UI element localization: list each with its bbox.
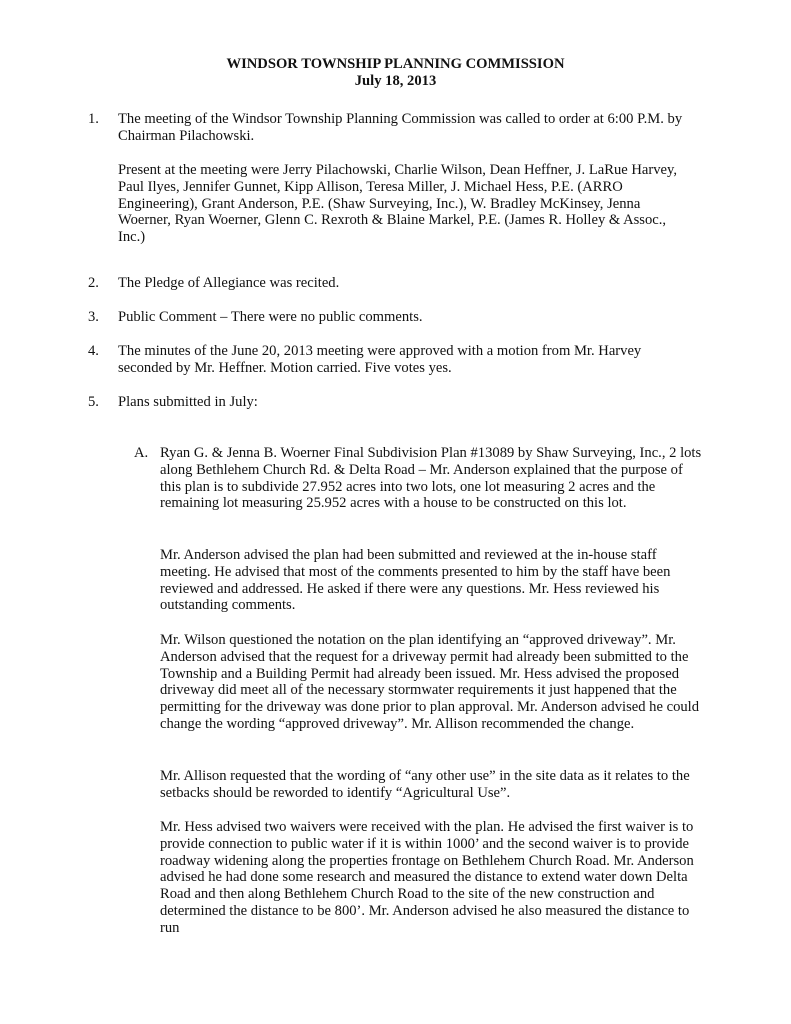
attendees-text: Present at the meeting were Jerry Pilachowski, Charlie Wilson, Dean Heffner, J. LaRue Harvey, Paul Ilyes, Jennifer Gunnet, Kipp Allison, Teresa Miller, J. Michael Hess, P.E. (ARRO Engineering), Grant Anderson, P.E. (Shaw Surveying, Inc.), W. Bradley McKinsey, Jenna Woerner, Ryan Woerner, Glenn C. Rexroth & Blaine Markel, P.E. (James R. Holley & Assoc., Inc.): [118, 162, 678, 246]
item-number: 3.: [88, 309, 99, 325]
plan-description-text: Ryan G. & Jenna B. Woerner Final Subdivision Plan #13089 by Shaw Surveying, Inc., 2 lots along Bethlehem Church Rd. & Delta Road – Mr. Anderson explained that the purpose of this plan is to subdivide 27.952 acres into two lots, one lot measuring 2 acres and the remaining lot measuring 25.952 acres with a house to be constructed on this lot.: [160, 445, 702, 512]
item-number: 5.: [88, 394, 99, 410]
agenda-item-3: [88, 309, 688, 326]
minutes-approval-text: The minutes of the June 20, 2013 meeting were approved with a motion from Mr. Harvey seconded by Mr. Heffner. Motion carried. Five votes yes.: [118, 343, 642, 376]
driveway-paragraph: Mr. Wilson questioned the notation on the plan identifying an “approved driveway”. Mr. Anderson advised that the request for a driveway permit had already been submitted to the Township and a Building Permit had already been issued. Mr. Hess advised the proposed driveway did meet all of the necessary stormwater requirements it just happened that the permitting for the driveway was done prior to plan approval. Mr. Anderson advised he could change the wording “approved driveway”. Mr. Allison recommended the change.: [160, 632, 700, 732]
subitem-letter: A.: [134, 445, 149, 461]
item-number: 4.: [88, 343, 99, 359]
setbacks-paragraph: Mr. Allison requested that the wording of “any other use” in the site data as it relates to the setbacks should be reworded to identify “Agricultural Use”.: [160, 768, 690, 801]
plan-item-a: [134, 445, 705, 512]
item-number: 2.: [88, 275, 99, 291]
meeting-date: July 18, 2013: [354, 73, 437, 89]
staff-review-paragraph: Mr. Anderson advised the plan had been submitted and reviewed at the in-house staff meeting. He advised that most of the comments presented to him by the staff have been reviewed and addressed. He asked if there were any questions. Mr. Hess reviewed his outstanding comments.: [160, 547, 671, 614]
public-comment-text: Public Comment – There were no public comments.: [118, 309, 423, 325]
agenda-item-1: [88, 111, 688, 145]
item-number: 1.: [88, 111, 99, 127]
attendees-paragraph: [118, 162, 688, 246]
agenda-item-4: [88, 343, 688, 377]
waivers-paragraph: Mr. Hess advised two waivers were received with the plan. He advised the first waiver is to provide connection to public water if it is within 1000’ and the second waiver is to provide roadway widening along the properties frontage on Bethlehem Church Road. Mr. Anderson advised he had done some research and measured the distance to extend water down Delta Road and then along Bethlehem Church Road to the site of the new construction and determined the distance to be 800’. Mr. Anderson advised he also measured the distance to run: [160, 819, 694, 936]
pledge-text: The Pledge of Allegiance was recited.: [118, 275, 340, 291]
agenda-item-2: [88, 275, 688, 292]
document-header: [0, 56, 791, 90]
agenda-item-5: [88, 394, 688, 411]
document-title: WINDSOR TOWNSHIP PLANNING COMMISSION: [226, 56, 565, 72]
plans-submitted-text: Plans submitted in July:: [118, 394, 258, 410]
call-to-order-text: The meeting of the Windsor Township Planning Commission was called to order at 6:00 P.M. by Chairman Pilachowski.: [118, 111, 683, 144]
